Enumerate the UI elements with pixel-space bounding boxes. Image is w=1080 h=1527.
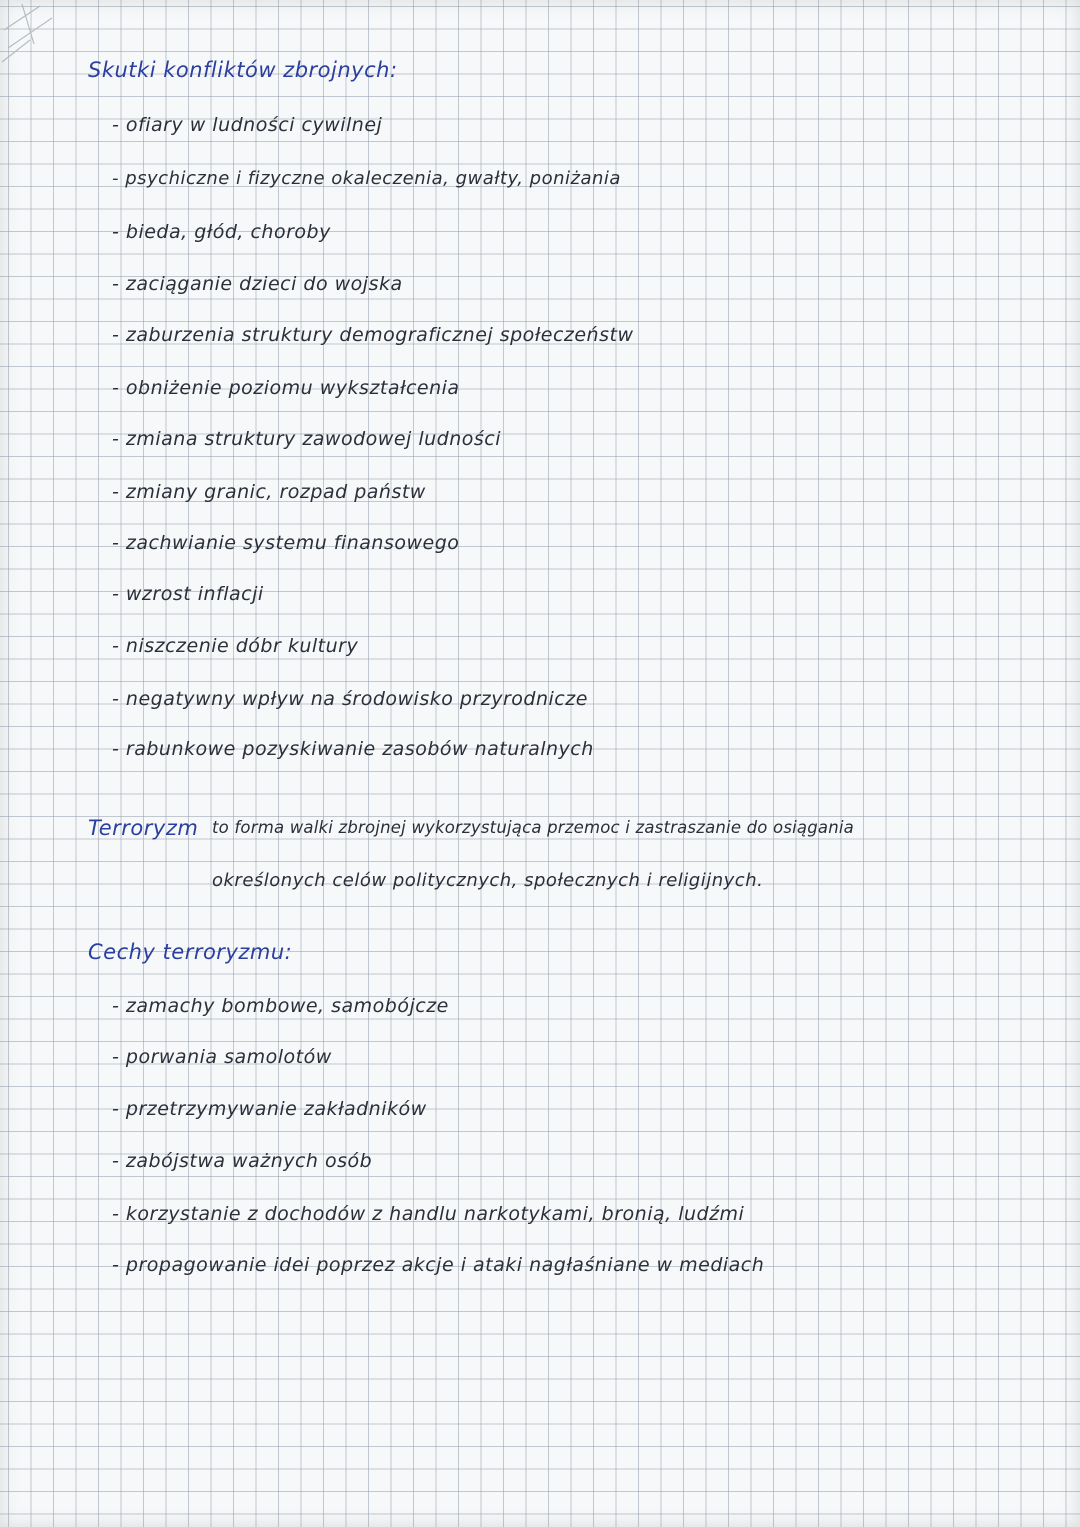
list-item: - bieda, głód, choroby (112, 221, 331, 243)
corner-sketch-mark (0, 0, 70, 80)
list-item: - ofiary w ludności cywilnej (112, 114, 383, 136)
list-item: - zaburzenia struktury demograficznej społeczeństw (112, 324, 634, 346)
list-item: - zamachy bombowe, samobójcze (112, 995, 449, 1017)
section-heading-cechy: Cechy terroryzmu: (88, 940, 293, 964)
list-item: - psychiczne i fizyczne okaleczenia, gwałty, poniżania (112, 168, 621, 189)
list-item: - niszczenie dóbr kultury (112, 635, 359, 657)
list-item: - propagowanie idei poprzez akcje i ataki nagłaśniane w mediach (112, 1254, 765, 1276)
definition-line-2: określonych celów politycznych, społecznych i religijnych. (212, 870, 764, 891)
list-item: - zaciąganie dzieci do wojska (112, 273, 403, 295)
list-item: - rabunkowe pozyskiwanie zasobów naturalnych (112, 738, 594, 760)
list-item: - wzrost inflacji (112, 583, 264, 605)
list-item: - zmiany granic, rozpad państw (112, 481, 426, 503)
list-item: - zmiana struktury zawodowej ludności (112, 428, 501, 450)
section-heading-skutki: Skutki konfliktów zbrojnych: (88, 58, 398, 82)
definition-term: Terroryzm (88, 816, 199, 840)
list-item: - zachwianie systemu finansowego (112, 532, 460, 554)
list-item: - zabójstwa ważnych osób (112, 1150, 373, 1172)
list-item: - przetrzymywanie zakładników (112, 1098, 427, 1120)
definition-line-1: to forma walki zbrojnej wykorzystująca przemoc i zastraszanie do osiągania (212, 818, 854, 837)
list-item: - porwania samolotów (112, 1046, 332, 1068)
list-item: - negatywny wpływ na środowisko przyrodnicze (112, 688, 588, 710)
list-item: - korzystanie z dochodów z handlu narkotykami, bronią, ludźmi (112, 1203, 745, 1225)
list-item: - obniżenie poziomu wykształcenia (112, 377, 460, 399)
